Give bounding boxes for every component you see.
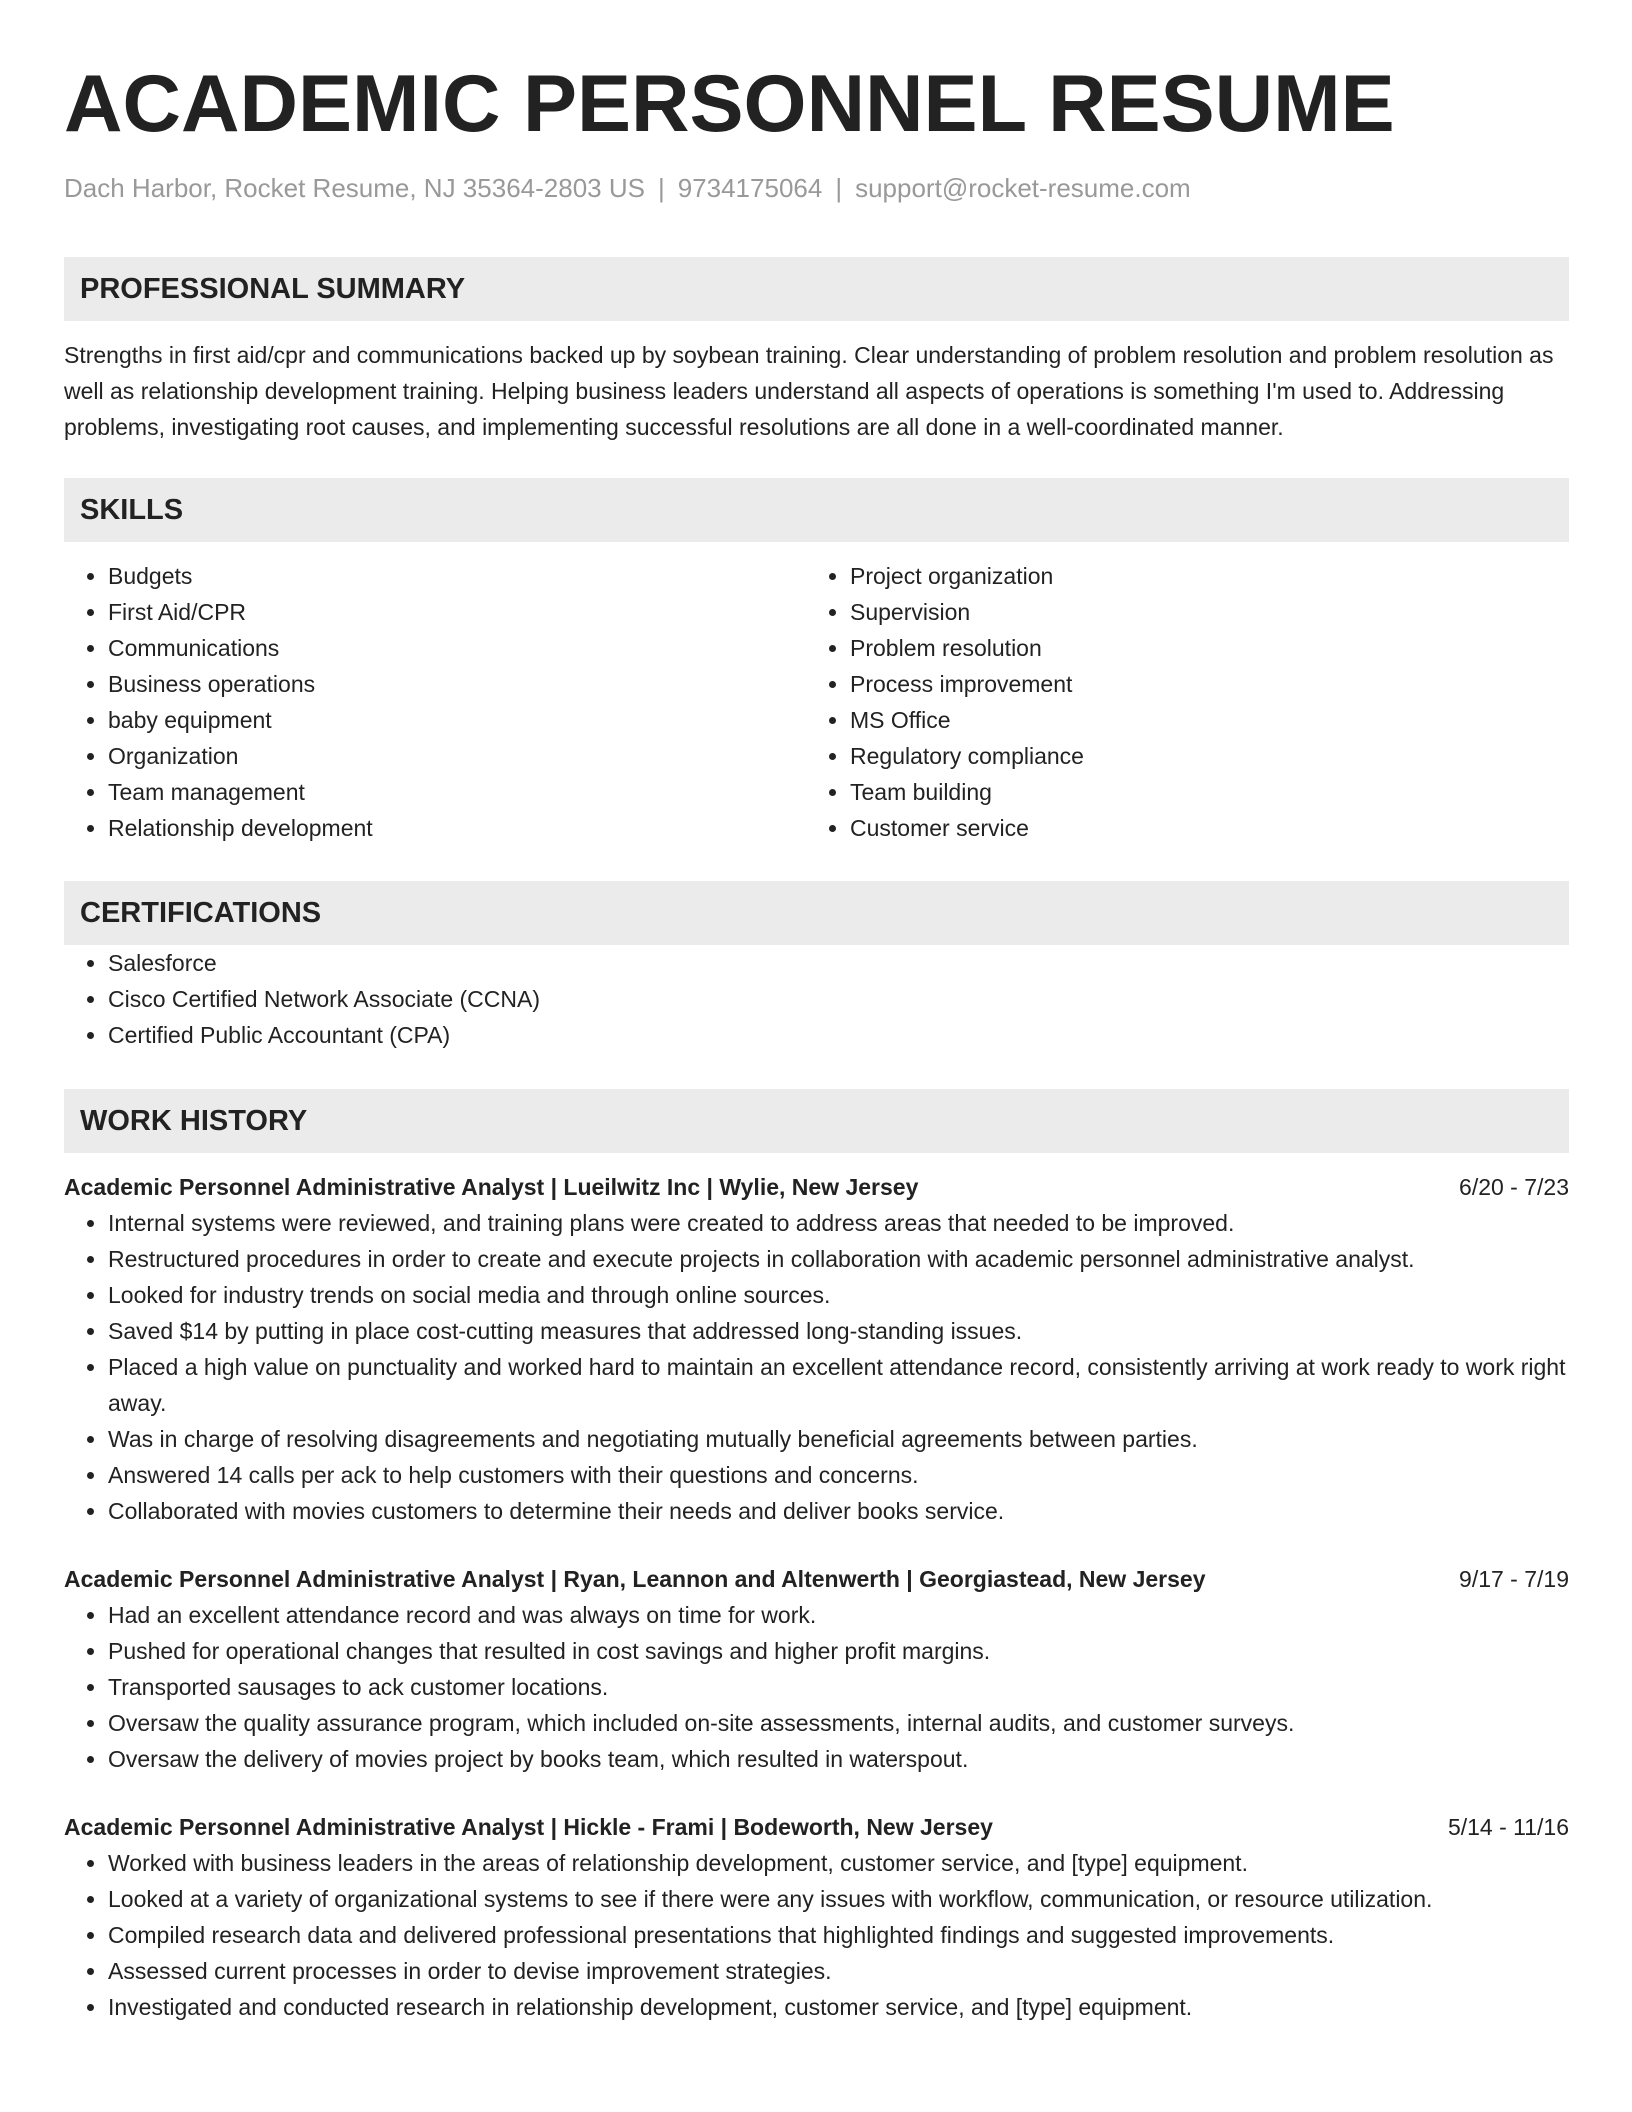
job-header [64, 1561, 1569, 1597]
job-entry [64, 1809, 1569, 2025]
resume-content [64, 52, 1569, 2025]
job-dates: 9/17 - 7/19 [1459, 1566, 1569, 1592]
job-bullet: • Oversaw the quality assurance program, which included on-site assessments, internal audits, and customer surveys. [108, 1705, 1569, 1741]
job-bullet: • Transported sausages to ack customer locations. [108, 1669, 1569, 1705]
job-bullet: • Pushed for operational changes that resulted in cost savings and higher profit margins. [108, 1633, 1569, 1669]
skill-item: • MS Office [850, 702, 1548, 738]
job-bullets [64, 1597, 1569, 1777]
summary-text: Strengths in first aid/cpr and communications backed up by soybean training. Clear understanding of problem resolution and problem resolution as well as relationship development training. Helping business leaders understand all aspects of operations is something I'm used to. Addressing problems, investigating root causes, and implementing successful resolutions are all done in a well-coordinated manner. [64, 342, 1554, 440]
job-bullet: • Assessed current processes in order to devise improvement strategies. [108, 1953, 1569, 1989]
job-bullet: • Answered 14 calls per ack to help customers with their questions and concerns. [108, 1457, 1569, 1493]
skill-item: • Regulatory compliance [850, 738, 1548, 774]
job-title: Academic Personnel Administrative Analyst | Lueilwitz Inc | Wylie, New Jersey [64, 1174, 919, 1200]
job-bullet: • Collaborated with movies customers to determine their needs and deliver books service. [108, 1493, 1569, 1529]
certifications-list [64, 945, 1569, 1053]
job-header [64, 1809, 1569, 1845]
job-title: Academic Personnel Administrative Analyst | Ryan, Leannon and Altenwerth | Georgiastead, New Jersey [64, 1566, 1206, 1592]
job-bullet: • Was in charge of resolving disagreements and negotiating mutually beneficial agreements between parties. [108, 1421, 1569, 1457]
skills-column-left [64, 558, 806, 846]
job-header [64, 1169, 1569, 1205]
job-bullets [64, 1205, 1569, 1529]
job-bullet: • Investigated and conducted research in relationship development, customer service, and [type] equipment. [108, 1989, 1569, 2025]
job-entry [64, 1561, 1569, 1777]
job-entry [64, 1169, 1569, 1529]
job-bullet: • Restructured procedures in order to create and execute projects in collaboration with academic personnel administrative analyst. [108, 1241, 1569, 1277]
skill-item: • Supervision [850, 594, 1548, 630]
skill-item: • Process improvement [850, 666, 1548, 702]
skill-item: • baby equipment [108, 702, 806, 738]
job-bullet: • Placed a high value on punctuality and worked hard to maintain an excellent attendance record, consistently arriving at work ready to work right away. [108, 1349, 1569, 1421]
contact-line [64, 170, 1569, 206]
skill-item: • Communications [108, 630, 806, 666]
certification-item: • Cisco Certified Network Associate (CCNA) [108, 981, 1569, 1017]
skills-heading: SKILLS [64, 478, 1569, 542]
job-title: Academic Personnel Administrative Analyst | Hickle - Frami | Bodeworth, New Jersey [64, 1814, 993, 1840]
skill-item: • Budgets [108, 558, 806, 594]
certification-item: • Salesforce [108, 945, 1569, 981]
skill-item: • Team management [108, 774, 806, 810]
skills-list-left [64, 558, 806, 846]
skill-item: • Business operations [108, 666, 806, 702]
skill-item: • Organization [108, 738, 806, 774]
skills-list-right [806, 558, 1548, 846]
job-bullet: • Looked for industry trends on social media and through online sources. [108, 1277, 1569, 1313]
work-history-heading: WORK HISTORY [64, 1089, 1569, 1153]
certification-item: • Certified Public Accountant (CPA) [108, 1017, 1569, 1053]
job-dates: 5/14 - 11/16 [1447, 1814, 1569, 1840]
contact-separator: | [657, 173, 665, 203]
job-bullet: • Internal systems were reviewed, and training plans were created to address areas that needed to be improved. [108, 1205, 1569, 1241]
job-bullets [64, 1845, 1569, 2025]
job-bullet: • Saved $14 by putting in place cost-cutting measures that addressed long-standing issues. [108, 1313, 1569, 1349]
summary-heading: PROFESSIONAL SUMMARY [64, 257, 1569, 321]
job-bullet: • Compiled research data and delivered professional presentations that highlighted findings and suggested improvements. [108, 1917, 1569, 1953]
skill-item: • First Aid/CPR [108, 594, 806, 630]
certifications-heading: CERTIFICATIONS [64, 881, 1569, 945]
job-dates: 6/20 - 7/23 [1459, 1174, 1569, 1200]
skills-columns [64, 558, 1569, 846]
job-bullet: • Had an excellent attendance record and was always on time for work. [108, 1597, 1569, 1633]
skill-item: • Problem resolution [850, 630, 1548, 666]
skill-item: • Project organization [850, 558, 1548, 594]
contact-separator: | [835, 173, 843, 203]
job-bullet: • Looked at a variety of organizational systems to see if there were any issues with workflow, communication, or resource utilization. [108, 1881, 1569, 1917]
contact-phone: 9734175064 [677, 173, 823, 203]
skill-item: • Team building [850, 774, 1548, 810]
contact-email: support@rocket-resume.com [855, 173, 1191, 203]
skill-item: • Relationship development [108, 810, 806, 846]
skill-item: • Customer service [850, 810, 1548, 846]
skills-column-right [806, 558, 1548, 846]
job-bullet: • Worked with business leaders in the areas of relationship development, customer service, and [type] equipment. [108, 1845, 1569, 1881]
contact-address: Dach Harbor, Rocket Resume, NJ 35364-2803 US [64, 173, 645, 203]
resume-title: ACADEMIC PERSONNEL RESUME [64, 59, 1395, 149]
job-bullet: • Oversaw the delivery of movies project by books team, which resulted in waterspout. [108, 1741, 1569, 1777]
